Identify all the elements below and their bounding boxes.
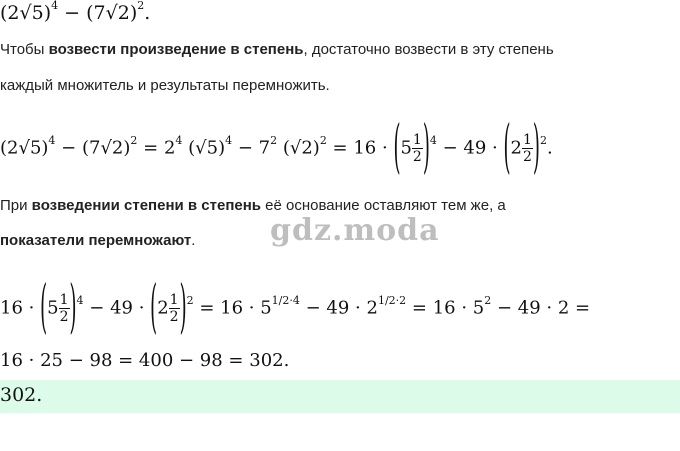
solution-step-1 <box>0 114 553 183</box>
rule2-text2: её основание оставляют тем же, а <box>261 197 506 214</box>
s1-pow4: 4 <box>429 133 437 147</box>
solution-step-2 <box>0 274 591 343</box>
s1-exp2: 2 <box>130 133 138 147</box>
s1-frac-b <box>522 132 533 165</box>
exp-a: 4 <box>51 0 59 12</box>
s1-frac-a-num: 1 <box>412 132 422 148</box>
s2-exp-a-num: 1 <box>271 293 279 307</box>
s2-exp-a-suffix: ·4 <box>289 293 300 307</box>
minus-sign: − <box>64 2 81 24</box>
s1-seven-exp: 2 <box>270 133 278 147</box>
solution-step-3: 16 · 25 − 98 = 400 − 98 = 302. <box>0 350 290 371</box>
s1-frac-a <box>412 132 423 165</box>
s2-pow2: 2 <box>186 293 194 307</box>
s1-frac-a-den: 2 <box>412 149 422 165</box>
s1-sqrt2: (√2) <box>282 137 320 159</box>
s1-right: (7√2) <box>81 137 131 159</box>
s2-base2: 2 <box>157 297 169 319</box>
rule1-line2: каждый множитель и результаты перемножить. <box>0 77 330 94</box>
rule-product-power-line2 <box>0 76 330 96</box>
s2-exp-b-num: 1 <box>377 293 385 307</box>
s2-frac-a-den: 2 <box>59 309 69 325</box>
s1-paren-open-b: ( <box>503 114 511 183</box>
s2-exp-a: 1/2·4 <box>271 293 300 307</box>
rule1-bold: возвести произведение в степень <box>48 41 304 58</box>
s2-paren-open-a: ( <box>40 274 48 343</box>
rule2-bold1: возведении степени в степень <box>31 197 262 214</box>
s2-exp-b-den: 2 <box>388 293 396 307</box>
term-b: (7√2) <box>86 2 138 24</box>
answer-box <box>0 380 680 413</box>
s2-mid: − 49 · <box>89 297 145 319</box>
s1-exp4: 4 <box>48 133 56 147</box>
rule-power-of-power-line2 <box>0 231 195 251</box>
s2-start: 16 · <box>0 297 35 319</box>
s2-frac-b-den: 2 <box>169 309 179 325</box>
rule2-bold2: показатели перемножают <box>0 232 192 249</box>
s2-exp-b: 1/2·2 <box>377 293 407 307</box>
s2-exp-a-den: 2 <box>282 293 290 307</box>
exp-b: 2 <box>137 0 145 12</box>
s2-base5: 5 <box>47 297 59 319</box>
answer-value: 302. <box>0 384 43 406</box>
s2-frac-b-num: 1 <box>169 292 179 308</box>
s1-frac-b-num: 1 <box>522 132 532 148</box>
s1-paren-close-b: ) <box>532 114 540 183</box>
s1-sqrt5: (√5) <box>188 137 226 159</box>
rule1-text2: , достаточно возвести в эту степень <box>303 41 554 58</box>
rule1-text1: Чтобы <box>0 41 49 58</box>
s1-pow2: 2 <box>539 133 547 147</box>
s1-mid: − 49 · <box>442 137 498 159</box>
watermark-logo: gdz.moda <box>270 213 440 248</box>
s1-base5: 5 <box>400 137 412 159</box>
s1-sqrt5-exp: 4 <box>225 133 233 147</box>
s1-frac-b-den: 2 <box>522 149 532 165</box>
s1-minus: − <box>61 137 77 159</box>
term-a: (2√5) <box>0 2 52 24</box>
rule2-text1: При <box>0 197 32 214</box>
s2-paren-close-a: ) <box>69 274 77 343</box>
s2-eq1: = 16 · 5 <box>199 297 272 319</box>
s1-base2: 2 <box>510 137 522 159</box>
s1-two-exp: 4 <box>175 133 183 147</box>
s1-paren-open-a: ( <box>393 114 401 183</box>
s2-eq2: = 16 · 5 <box>411 297 485 319</box>
s1-eq1: = 2 <box>143 137 176 159</box>
s1-paren-close-a: ) <box>422 114 430 183</box>
s1-left: (2√5) <box>0 137 49 159</box>
task-formula <box>0 2 150 24</box>
rule-product-power-line1 <box>0 40 554 60</box>
s2-exp-b-suffix: ·2 <box>395 293 407 307</box>
s2-tail: − 49 · 2 = <box>496 297 591 319</box>
s1-end: . <box>546 137 553 159</box>
period: . <box>144 2 151 24</box>
s2-pow4: 4 <box>76 293 84 307</box>
s2-frac-b <box>169 292 180 325</box>
s1-eq2: = 16 · <box>332 137 388 159</box>
s1-sqrt2-exp: 2 <box>319 133 327 147</box>
s2-five-sq: 2 <box>484 293 492 307</box>
s2-minus49: − 49 · 2 <box>305 297 378 319</box>
s2-paren-open-b: ( <box>150 274 158 343</box>
rule2-end: . <box>191 232 196 249</box>
s1-minus7: − 7 <box>237 137 271 159</box>
s2-frac-a-num: 1 <box>59 292 69 308</box>
s2-frac-a <box>59 292 70 325</box>
s2-paren-close-b: ) <box>179 274 187 343</box>
